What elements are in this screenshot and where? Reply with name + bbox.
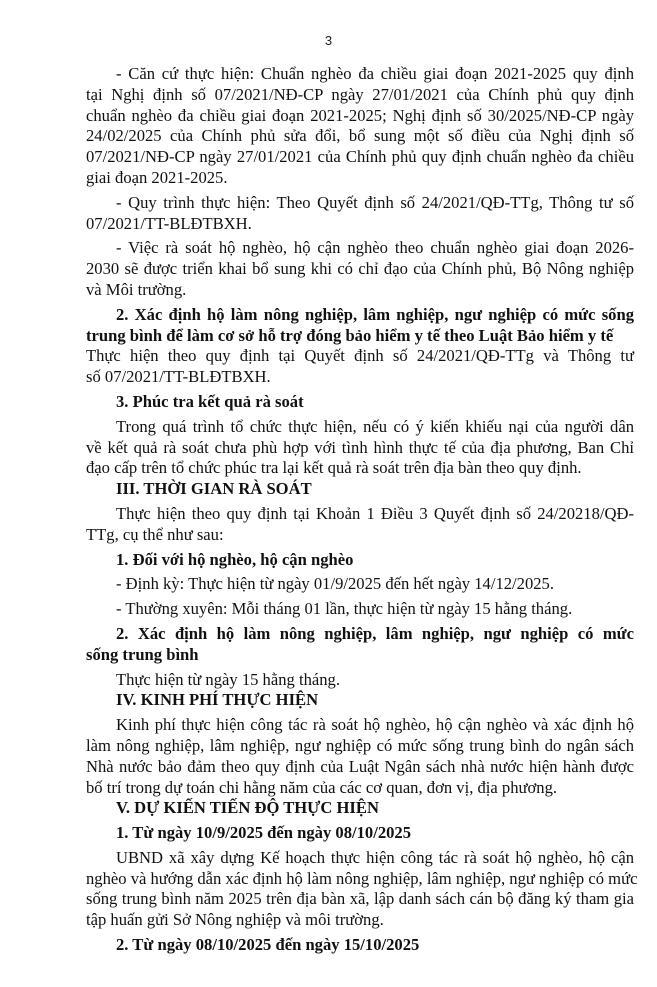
text-line: IV. KINH PHÍ THỰC HIỆN xyxy=(116,690,319,710)
text-line: 07/2021/NĐ-CP ngày 27/01/2021 của Chính phủ quy định chuẩn nghèo đa chiều xyxy=(86,147,634,167)
heading-heading-v-2 xyxy=(86,935,634,956)
text-line: Trong quá trình tổ chức thực hiện, nếu có ý kiến khiếu nại của người dân xyxy=(116,416,634,436)
paragraph-thuc-hien-theo xyxy=(86,346,634,388)
text-line: sống trung bình năm 2025 trên địa bàn xã, lập danh sách cán bộ đăng ký tham gia xyxy=(86,889,634,909)
text-line: tập huấn gửi Sở Nông nghiệp và môi trường. xyxy=(86,910,384,930)
text-line: tại Nghị định số 07/2021/NĐ-CP ngày 27/01/2021 của Chính phủ quy định xyxy=(86,84,634,104)
text-line: 2. Xác định hộ làm nông nghiệp, lâm nghiệp, ngư nghiệp có mức sống xyxy=(116,304,634,324)
text-line: làm nông nghiệp, lâm nghiệp, ngư nghiệp có mức sống trung bình do ngân sách xyxy=(86,735,634,755)
heading-heading-2-xac-dinh-b xyxy=(86,624,634,666)
text-line: 2. Từ ngày 08/10/2025 đến ngày 15/10/2025 xyxy=(116,935,420,955)
text-line: Thực hiện theo quy định tại Khoản 1 Điều 3 Quyết định số 24/20218/QĐ- xyxy=(116,503,634,523)
heading-heading-v-1 xyxy=(86,823,634,844)
paragraph-thoi-gian-intro xyxy=(86,504,634,546)
text-line: 1. Đối với hộ nghèo, hộ cận nghèo xyxy=(116,549,354,569)
paragraph-trong-qua-trinh xyxy=(86,417,634,479)
paragraph-viec-ra-soat xyxy=(86,238,634,300)
text-line: sống trung bình xyxy=(86,644,199,664)
text-line: Kinh phí thực hiện công tác rà soát hộ nghèo, hộ cận nghèo và xác định hộ xyxy=(116,715,634,735)
text-line: đạo cấp trên tổ chức phúc tra lại kết quả rà soát trên địa bàn theo quy định. xyxy=(86,458,582,478)
text-line: số 07/2021/TT-BLĐTBXH. xyxy=(86,367,271,387)
paragraph-ubnd-xa xyxy=(86,847,638,931)
text-line: V. DỰ KIẾN TIẾN ĐỘ THỰC HIỆN xyxy=(116,798,379,818)
text-line: bố trí trong dự toán chi hằng năm của các cơ quan, đơn vị, địa phương. xyxy=(86,777,558,797)
heading-heading-2-xac-dinh xyxy=(86,305,634,347)
text-line: - Định kỳ: Thực hiện từ ngày 01/9/2025 đến hết ngày 14/12/2025. xyxy=(116,574,555,594)
heading-heading-1-doi-voi xyxy=(86,550,634,571)
text-line: 2. Xác định hộ làm nông nghiệp, lâm nghiệp, ngư nghiệp có mức xyxy=(116,623,634,643)
document-body xyxy=(86,64,638,956)
text-line: Thực hiện từ ngày 15 hằng tháng. xyxy=(116,669,340,689)
text-line: chuẩn nghèo đa chiều giai đoạn 2021-2025; Nghị định số 30/2025/NĐ-CP ngày xyxy=(86,105,634,125)
text-line: 07/2021/TT-BLĐTBXH. xyxy=(86,213,252,233)
text-line: 1. Từ ngày 10/9/2025 đến ngày 08/10/2025 xyxy=(116,823,412,843)
text-line: - Thường xuyên: Mỗi tháng 01 lần, thực hiện từ ngày 15 hằng tháng. xyxy=(116,599,573,619)
paragraph-kinh-phi xyxy=(86,715,634,798)
text-line: nghèo và hướng dẫn xác định hộ làm nông nghiệp, lâm nghiệp, ngư nghiệp có mức xyxy=(86,868,638,888)
paragraph-thuc-hien-tu-ngay xyxy=(86,670,634,691)
heading-heading-iv xyxy=(86,690,634,711)
paragraph-dinh-ky xyxy=(86,574,634,595)
text-line: - Quy trình thực hiện: Theo Quyết định số 24/2021/QĐ-TTg, Thông tư số xyxy=(116,192,634,212)
text-line: trung bình để làm cơ sở hỗ trợ đóng bảo hiểm y tế theo Luật Bảo hiểm y tế xyxy=(86,325,614,345)
heading-heading-v xyxy=(86,798,634,819)
text-line: - Việc rà soát hộ nghèo, hộ cận nghèo theo chuẩn nghèo giai đoạn 2026- xyxy=(116,238,634,258)
heading-heading-iii xyxy=(86,479,634,500)
text-line: và Môi trường. xyxy=(86,279,187,299)
paragraph-can-cu xyxy=(86,64,634,189)
text-line: Thực hiện theo quy định tại Quyết định số 24/2021/QĐ-TTg và Thông tư xyxy=(86,346,634,366)
text-line: về kết quả rà soát chưa phù hợp với tình hình thực tế của địa phương, Ban Chỉ xyxy=(86,437,634,457)
text-line: TTg, cụ thể như sau: xyxy=(86,524,224,544)
text-line: 24/02/2025 của Chính phủ sửa đổi, bổ sung một số điều của Nghị định số xyxy=(86,126,634,146)
text-line: III. THỜI GIAN RÀ SOÁT xyxy=(116,479,312,499)
paragraph-thuong-xuyen xyxy=(86,599,634,620)
text-line: 2030 sẽ được triển khai bổ sung khi có chỉ đạo của Chính phủ, Bộ Nông nghiệp xyxy=(86,259,634,279)
text-line: 3. Phúc tra kết quả rà soát xyxy=(116,391,304,411)
text-line: Nhà nước bảo đảm theo quy định của Luật Ngân sách nhà nước hiện hành được xyxy=(86,756,634,776)
text-line: giai đoạn 2021-2025. xyxy=(86,167,228,187)
page-number: 3 xyxy=(324,33,333,48)
text-line: - Căn cứ thực hiện: Chuẩn nghèo đa chiều giai đoạn 2021-2025 quy định xyxy=(116,64,634,83)
heading-heading-3-phuc-tra xyxy=(86,392,634,413)
text-line: UBND xã xây dựng Kế hoạch thực hiện công tác rà soát hộ nghèo, hộ cận xyxy=(116,847,634,867)
paragraph-quy-trinh xyxy=(86,193,634,235)
